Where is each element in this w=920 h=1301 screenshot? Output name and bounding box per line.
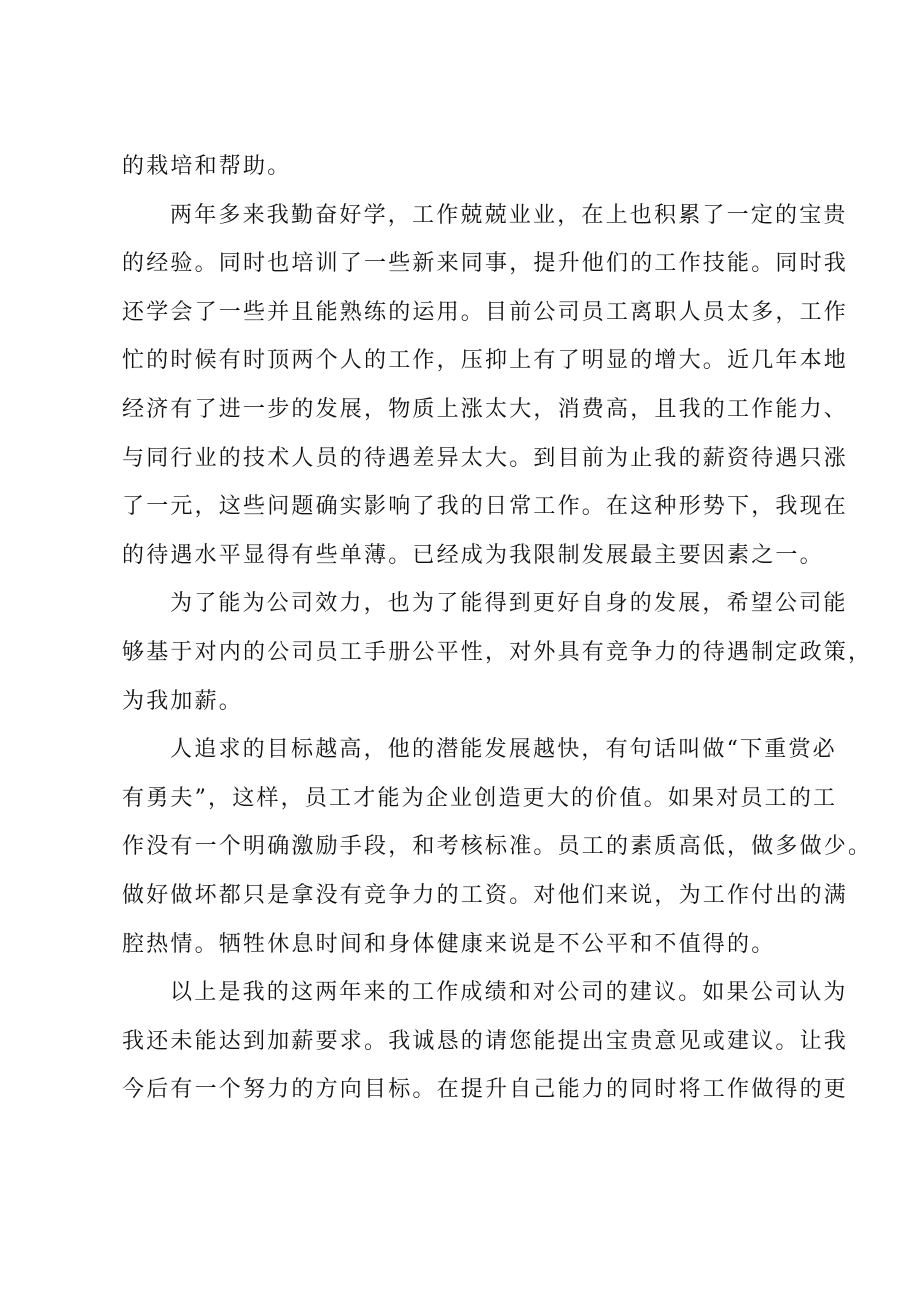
document-body bbox=[122, 143, 873, 1115]
paragraph-first-line: 人追求的目标越高，他的潜能发展越快，有句话叫做“下重赏必 bbox=[170, 737, 837, 763]
text-line: 了一元，这些问题确实影响了我的日常工作。在这种形势下，我现在 bbox=[122, 494, 849, 520]
text-line: 的待遇水平显得有些单薄。已经成为我限制发展最主要因素之一。 bbox=[122, 542, 824, 568]
text-line: 今后有一个努力的方向目标。在提升自己能力的同时将工作做得的更 bbox=[122, 1077, 849, 1103]
text-line: 为我加薪。 bbox=[122, 688, 244, 714]
text-line: 作没有一个明确激励手段，和考核标准。员工的素质高低，做多做少。 bbox=[122, 834, 873, 860]
text-line: 有勇夫”，这样，员工才能为企业创造更大的价值。如果对员工的工 bbox=[122, 785, 838, 811]
text-line: 做好做坏都只是拿没有竞争力的工资。对他们来说，为工作付出的满 bbox=[122, 882, 849, 908]
text-line: 够基于对内的公司员工手册公平性，对外具有竞争力的待遇制定政策， bbox=[122, 639, 873, 665]
text-line: 还学会了一些并且能熟练的运用。目前公司员工离职人员太多，工作 bbox=[122, 299, 849, 325]
text-line: 的栽培和帮助。 bbox=[122, 154, 292, 179]
text-line: 经济有了进一步的发展，物质上涨太大，消费高，且我的工作能力、 bbox=[122, 396, 849, 422]
text-line: 腔热情。牺牲休息时间和身体健康来说是不公平和不值得的。 bbox=[122, 931, 776, 957]
paragraph-first-line: 以上是我的这两年来的工作成绩和对公司的建议。如果公司认为 bbox=[170, 980, 848, 1006]
text-line: 的经验。同时也培训了一些新来同事，提升他们的工作技能。同时我 bbox=[122, 251, 849, 277]
paragraph-first-line: 为了能为公司效力，也为了能得到更好自身的发展，希望公司能 bbox=[170, 591, 848, 617]
paragraph-first-line: 两年多来我勤奋好学，工作兢兢业业，在上也积累了一定的宝贵 bbox=[170, 202, 848, 228]
text-line: 与同行业的技术人员的待遇差异太大。到目前为止我的薪资待遇只涨 bbox=[122, 445, 849, 471]
text-line: 我还未能达到加薪要求。我诚恳的请您能提出宝贵意见或建议。让我 bbox=[122, 1028, 849, 1054]
text-line: 忙的时候有时顶两个人的工作，压抑上有了明显的增大。近几年本地 bbox=[122, 348, 849, 374]
